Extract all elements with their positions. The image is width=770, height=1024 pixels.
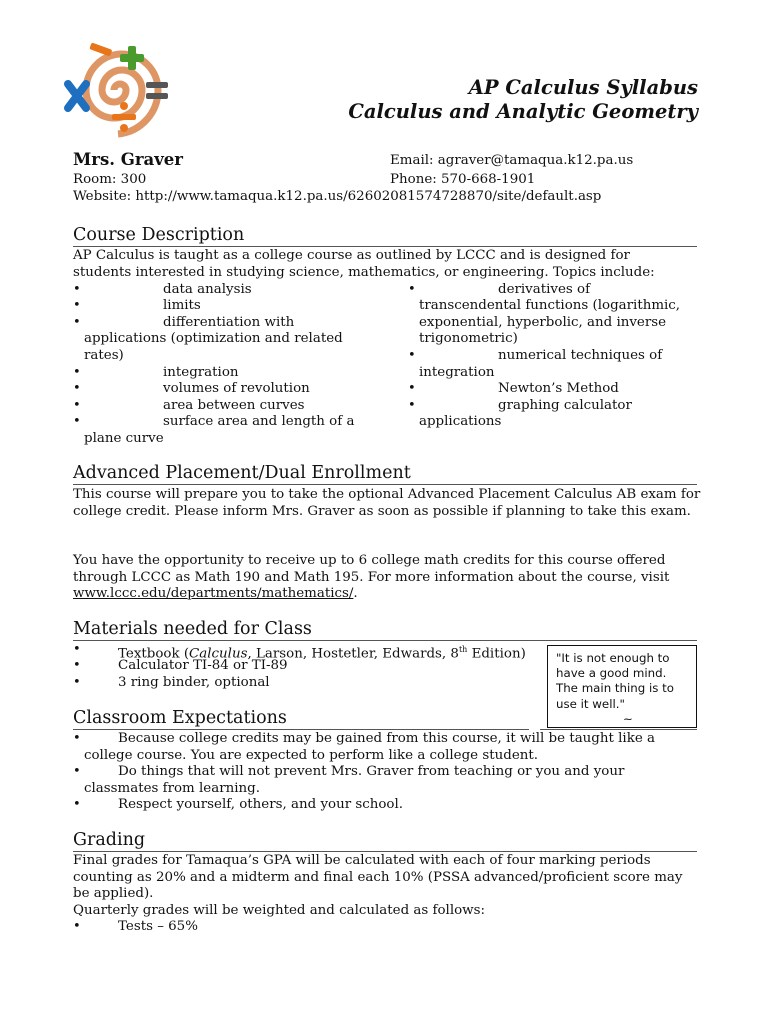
topic-item: graphing calculator xyxy=(498,398,632,413)
bullet: • xyxy=(73,398,81,413)
quote-line: The main thing is to xyxy=(556,681,675,696)
teacher-phone: Phone: 570-668-1901 xyxy=(390,172,536,187)
bullet: • xyxy=(408,398,416,413)
plus-icon xyxy=(120,46,144,70)
topic-item-cont: applications xyxy=(419,414,502,429)
syllabus-subtitle: Calculus and Analytic Geometry xyxy=(348,100,698,123)
topic-item: derivatives of xyxy=(498,282,591,297)
bullet: • xyxy=(408,282,416,297)
quote-line: "It is not enough to xyxy=(556,651,670,665)
topic-item-cont: rates) xyxy=(84,348,124,363)
heading-rule xyxy=(540,729,697,730)
material-item: Textbook (Calculus, Larson, Hostetler, Edwards, 8th Edition) xyxy=(118,645,526,662)
quote-attribution: ~ xyxy=(623,711,633,726)
topic-item: volumes of revolution xyxy=(163,381,310,396)
topic-item: surface area and length of a xyxy=(163,414,355,429)
grading-item: Tests – 65% xyxy=(118,919,198,934)
ap-dual-paragraph-2: You have the opportunity to receive up to 6 college math credits for this course offered through LCCC as Math 190 and Math 195. For more information about the course, visit www.lccc.edu/departments/mathematics/. xyxy=(73,553,670,602)
topic-item-cont: plane curve xyxy=(84,431,164,446)
topic-item: differentiation with xyxy=(163,315,295,330)
topic-item-cont: transcendental functions (logarithmic, xyxy=(419,298,681,313)
bullet: • xyxy=(73,298,81,313)
math-operators-spiral-logo xyxy=(60,38,180,142)
bullet: • xyxy=(73,658,81,673)
bullet: • xyxy=(73,731,81,746)
quote-line: have a good mind. xyxy=(556,666,667,681)
topic-item: integration xyxy=(163,365,239,380)
bullet: • xyxy=(73,315,81,330)
materials-heading: Materials needed for Class xyxy=(73,619,697,641)
lccc-math-link[interactable]: www.lccc.edu/departments/mathematics/ xyxy=(73,586,354,602)
ap-dual-heading: Advanced Placement/Dual Enrollment xyxy=(73,463,697,485)
topic-item: Newton’s Method xyxy=(498,381,619,396)
grading-paragraph: Final grades for Tamaqua’s GPA will be calculated with each of four marking periods counting as 20% and a midterm and final each 10% (PSSA advanced/proficient score may be applied). xyxy=(73,853,683,902)
minus-icon xyxy=(89,42,112,56)
topic-item-cont: exponential, hyperbolic, and inverse xyxy=(419,315,667,330)
expectation-item: Do things that will not prevent Mrs. Graver from teaching or you and your xyxy=(118,764,625,779)
grading-weights-intro: Quarterly grades will be weighted and calculated as follows: xyxy=(73,903,486,918)
expectation-item-cont: classmates from learning. xyxy=(84,781,260,796)
topic-item: data analysis xyxy=(163,282,252,297)
quote-line: use it well." xyxy=(556,696,625,711)
expectation-item: Because college credits may be gained from this course, it will be taught like a xyxy=(118,731,655,746)
topic-item-cont: applications (optimization and related xyxy=(84,331,343,346)
bullet: • xyxy=(73,365,81,380)
bullet: • xyxy=(408,348,416,363)
material-item: 3 ring binder, optional xyxy=(118,675,270,690)
ap-dual-paragraph: This course will prepare you to take the optional Advanced Placement Calculus AB exam for college credit. Please inform Mrs. Graver as soon as possible if planning to take this exam. xyxy=(73,487,701,519)
expectation-item-cont: college course. You are expected to perform like a college student. xyxy=(84,748,538,763)
bullet: • xyxy=(73,414,81,429)
topic-item-cont: trigonometric) xyxy=(419,331,518,346)
bullet: • xyxy=(73,675,81,690)
grading-heading: Grading xyxy=(73,830,697,852)
topic-item: area between curves xyxy=(163,398,305,413)
topic-item-cont: integration xyxy=(419,365,495,380)
bullet: • xyxy=(73,381,81,396)
course-description-line: AP Calculus is taught as a college course as outlined by LCCC and is designed for xyxy=(73,248,630,263)
bullet: • xyxy=(73,797,81,812)
expectations-heading: Classroom Expectations xyxy=(73,708,529,730)
bullet: • xyxy=(408,381,416,396)
quote-box xyxy=(547,645,697,728)
teacher-website: Website: http://www.tamaqua.k12.pa.us/62602081574728870/site/default.asp xyxy=(73,189,602,204)
teacher-name: Mrs. Graver xyxy=(73,150,183,169)
teacher-email: Email: agraver@tamaqua.k12.pa.us xyxy=(390,153,634,168)
course-description-line: students interested in studying science, mathematics, or engineering. Topics include: xyxy=(73,265,655,280)
topic-item: limits xyxy=(163,298,201,313)
bullet: • xyxy=(73,282,81,297)
bullet: • xyxy=(73,764,81,779)
syllabus-title: AP Calculus Syllabus xyxy=(468,76,698,99)
topic-item: numerical techniques of xyxy=(498,348,663,363)
expectation-item: Respect yourself, others, and your school. xyxy=(118,797,404,812)
bullet: • xyxy=(73,919,81,934)
teacher-room: Room: 300 xyxy=(73,172,147,187)
material-item: Calculator TI-84 or TI-89 xyxy=(118,658,288,673)
course-description-heading: Course Description xyxy=(73,225,697,247)
bullet: • xyxy=(73,642,81,657)
